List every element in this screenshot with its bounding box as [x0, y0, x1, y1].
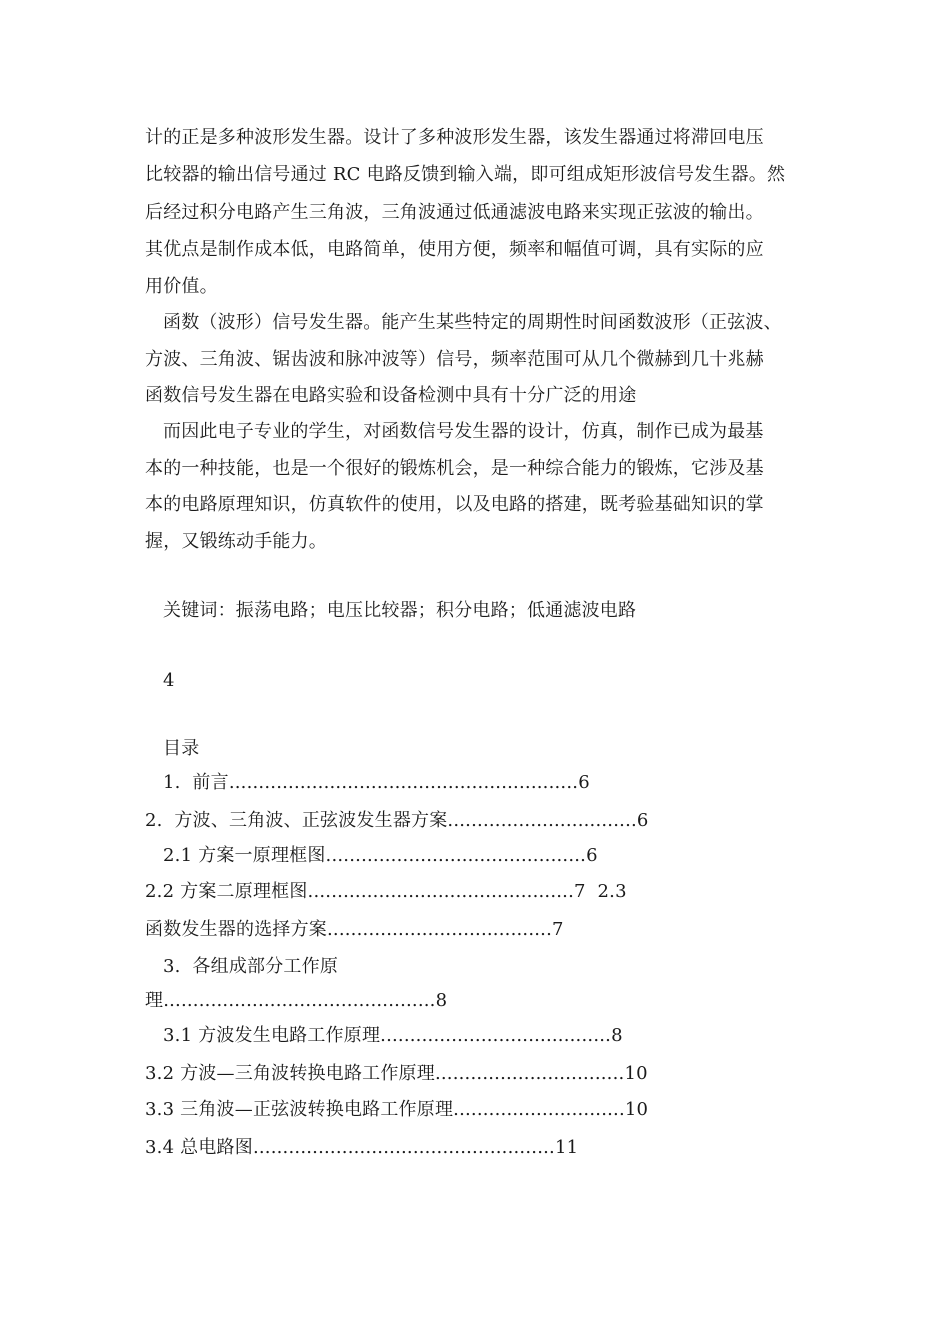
toc-entry[interactable]: 理..............................................8 — [145, 990, 448, 1011]
toc-entry[interactable]: 3.1 方波发生电路工作原理.......................................8 — [163, 1025, 623, 1046]
body-line: 比较器的输出信号通过 RC 电路反馈到输入端，即可组成矩形波信号发生器。然 — [145, 164, 786, 185]
body-line: 后经过积分电路产生三角波，三角波通过低通滤波电路来实现正弦波的输出。 — [145, 202, 764, 223]
toc-entry[interactable]: 2. 方波、三角波、正弦波发生器方案................................6 — [145, 810, 649, 831]
body-line: 函数（波形）信号发生器。能产生某些特定的周期性时间函数波形（正弦波、 — [163, 312, 782, 333]
body-line: 握，又锻练动手能力。 — [145, 531, 327, 552]
toc-title: 目录 — [163, 738, 200, 759]
page-number: 4 — [163, 670, 175, 691]
toc-entry[interactable]: 3.4 总电路图...................................................11 — [145, 1137, 579, 1158]
body-line: 计的正是多种波形发生器。设计了多种波形发生器，该发生器通过将滞回电压 — [145, 127, 764, 148]
toc-entry[interactable]: 3.2 方波—三角波转换电路工作原理................................10 — [145, 1063, 648, 1084]
toc-entry[interactable]: 2.1 方案一原理框图............................................6 — [163, 845, 598, 866]
body-line: 用价值。 — [145, 276, 218, 297]
body-line: 本的一种技能，也是一个很好的锻炼机会，是一种综合能力的锻炼，它涉及基 — [145, 458, 764, 479]
toc-entry[interactable]: 3.3 三角波—正弦波转换电路工作原理.............................10 — [145, 1099, 649, 1120]
toc-entry[interactable]: 3. 各组成部分工作原 — [163, 956, 339, 977]
body-line: 方波、三角波、锯齿波和脉冲波等）信号，频率范围可从几个微赫到几十兆赫 — [145, 349, 764, 370]
body-line: 本的电路原理知识，仿真软件的使用，以及电路的搭建，既考验基础知识的掌 — [145, 494, 764, 515]
toc-entry[interactable]: 函数发生器的选择方案......................................7 — [145, 919, 564, 940]
keywords: 关键词：振荡电路；电压比较器；积分电路；低通滤波电路 — [163, 600, 637, 621]
body-line: 函数信号发生器在电路实验和设备检测中具有十分广泛的用途 — [145, 385, 637, 406]
body-line: 而因此电子专业的学生，对函数信号发生器的设计，仿真，制作已成为最基 — [163, 421, 764, 442]
toc-entry[interactable]: 2.2 方案二原理框图.............................................7 2.3 — [145, 881, 627, 902]
toc-entry[interactable]: 1. 前言...........................................................6 — [163, 772, 590, 793]
body-line: 其优点是制作成本低，电路简单，使用方便，频率和幅值可调，具有实际的应 — [145, 239, 764, 260]
